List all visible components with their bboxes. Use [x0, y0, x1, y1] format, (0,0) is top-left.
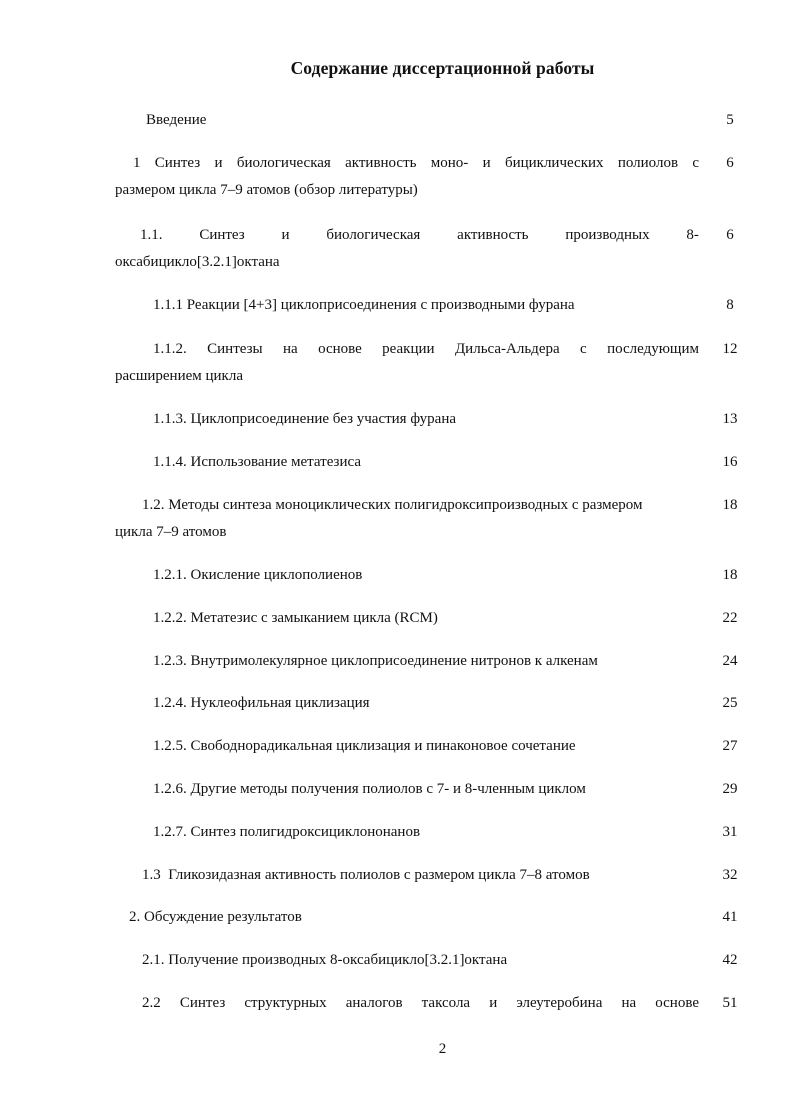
- toc-entry-page: 16: [722, 454, 738, 470]
- toc-entry-1-2-2: [115, 605, 699, 632]
- toc-entry-1: [115, 150, 699, 204]
- toc-entry-1-1-4: [115, 449, 699, 476]
- page-number: 2: [438, 1041, 447, 1057]
- toc-word: активность: [457, 227, 529, 243]
- toc-entry-page: 41: [722, 909, 738, 925]
- toc-entry-1-2-5: [115, 733, 699, 760]
- toc-word: 8-: [686, 227, 699, 243]
- toc-entry-2-2: [115, 990, 699, 1017]
- toc-entry-1-1: [115, 222, 699, 276]
- toc-word: биологическая: [326, 227, 421, 243]
- toc-entry-1-2-3: [115, 648, 699, 675]
- toc-entry-title: Введение: [146, 112, 207, 128]
- toc-entry-title: 1.1.1 Реакции [4+3] циклоприсоединения с производными фурана: [153, 297, 575, 313]
- toc-word: и: [281, 227, 290, 243]
- toc-entry-1-2-6: [115, 776, 699, 803]
- toc-entry-page: 25: [722, 695, 738, 711]
- toc-entry-title: 1 Синтез и биологическая активность моно- и бициклических полиолов с: [133, 155, 699, 171]
- toc-entry-1-2-7: [115, 819, 699, 846]
- toc-entry-2: [115, 904, 699, 931]
- toc-entry-title-cont: размером цикла 7–9 атомов (обзор литературы): [115, 182, 418, 198]
- toc-entry-2-1: [115, 947, 699, 974]
- toc-entry-page: 32: [722, 867, 738, 883]
- toc-entry-title: 1.1.2. Синтезы на основе реакции Дильса-Альдера с последующим: [153, 341, 699, 357]
- toc-entry-1-2: [115, 492, 699, 546]
- toc-entry-title: 1.2.7. Синтез полигидроксициклононанов: [153, 824, 421, 840]
- toc-entry-1-2-1: [115, 562, 699, 589]
- toc-entry-page: 6: [726, 227, 734, 243]
- toc-entry-page: 6: [726, 155, 734, 171]
- toc-entry-title: 1.3 Гликозидазная активность полиолов с размером цикла 7–8 атомов: [142, 867, 590, 883]
- toc-entry-1-1-2: [115, 336, 699, 390]
- toc-entry-page: 18: [722, 567, 738, 583]
- toc-entry-page: 22: [722, 610, 738, 626]
- toc-entry-title: 1.2.3. Внутримолекулярное циклоприсоединение нитронов к алкенам: [153, 653, 598, 669]
- toc-word: Синтез: [199, 227, 245, 243]
- toc-entry-page: 29: [722, 781, 738, 797]
- toc-entry-title: 2.2 Синтез структурных аналогов таксола и элеутеробина на основе: [142, 995, 699, 1011]
- toc-entry-title-cont: оксабицикло[3.2.1]октана: [115, 254, 280, 270]
- toc-entry-intro: [115, 107, 699, 134]
- toc-entry-1-1-3: [115, 406, 699, 433]
- toc-entry-page: 24: [722, 653, 738, 669]
- page-title: Содержание диссертационной работы: [290, 58, 595, 78]
- toc-entry-page: 18: [722, 497, 738, 513]
- toc-entry-page: 13: [722, 411, 738, 427]
- toc-entry-page: 12: [722, 341, 738, 357]
- toc-entry-1-3: [115, 862, 699, 889]
- toc-entry-title: 1.1.3. Циклоприсоединение без участия фурана: [153, 411, 457, 427]
- toc-entry-title: 2. Обсуждение результатов: [129, 909, 302, 925]
- toc-entry-page: 8: [726, 297, 734, 313]
- toc-word: производных: [565, 227, 650, 243]
- toc-entry-title: 1.2. Методы синтеза моноциклических полигидроксипроизводных с размером: [142, 497, 643, 513]
- toc-entry-1-2-4: [115, 690, 699, 717]
- toc-entry-page: 42: [722, 952, 738, 968]
- toc-entry-page: 31: [722, 824, 738, 840]
- toc-entry-title: 2.1. Получение производных 8-оксабицикло[3.2.1]октана: [142, 952, 508, 968]
- toc-entry-title-cont: цикла 7–9 атомов: [115, 524, 227, 540]
- toc-entry-title: 1.2.4. Нуклеофильная циклизация: [153, 695, 370, 711]
- toc-word: 1.1.: [140, 227, 163, 243]
- toc-entry-page: 51: [722, 995, 738, 1011]
- toc-entry-title: 1.2.2. Метатезис с замыканием цикла (RCM): [153, 610, 438, 626]
- toc-entry-title: 1.2.5. Свободнорадикальная циклизация и пинаконовое сочетание: [153, 738, 576, 754]
- toc-entry-page: 27: [722, 738, 738, 754]
- toc-entry-page: 5: [726, 112, 734, 128]
- toc-entry-title: 1.2.6. Другие методы получения полиолов с 7- и 8-членным циклом: [153, 781, 586, 797]
- toc-entry-title-cont: расширением цикла: [115, 368, 243, 384]
- toc-entry-title: 1.2.1. Окисление циклополиенов: [153, 567, 363, 583]
- toc-entry-title: 1.1.4. Использование метатезиса: [153, 454, 361, 470]
- toc-entry-1-1-1: [115, 292, 699, 319]
- toc-entry-title: [115, 222, 699, 249]
